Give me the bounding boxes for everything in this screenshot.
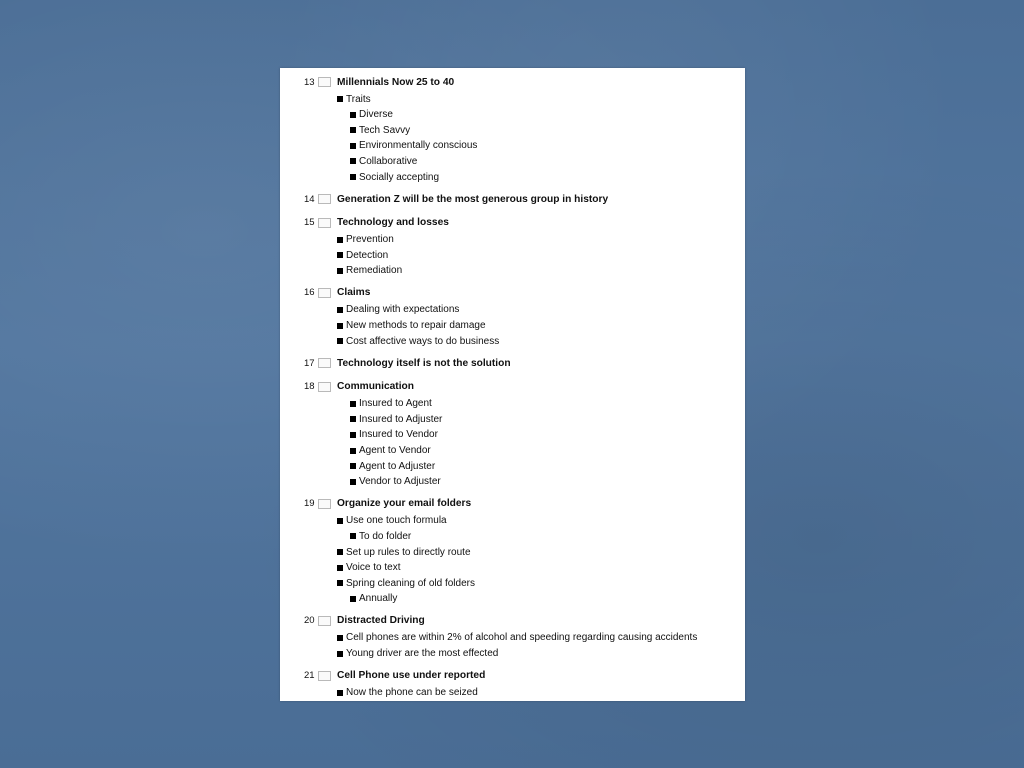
bullet-text: New methods to repair damage: [346, 320, 486, 331]
bullet-text: Agent to Vendor: [359, 445, 431, 456]
bullet-text: Dealing with expectations: [346, 304, 460, 316]
bullet-text: Remediation: [346, 265, 403, 277]
outline-bullet: [350, 169, 439, 185]
square-bullet-icon: [350, 112, 356, 118]
square-bullet-icon: [350, 127, 356, 133]
square-bullet-icon: [337, 323, 343, 329]
slide-number: 20: [304, 615, 315, 627]
square-bullet-icon: [337, 96, 343, 102]
outline-bullet: [337, 333, 499, 349]
slide-thumbnail-icon[interactable]: [318, 218, 331, 228]
slide-title: Distracted Driving: [337, 615, 425, 627]
slide-number: 16: [304, 287, 315, 299]
slide-number: 18: [304, 381, 315, 393]
bullet-text: Insured to Vendor: [359, 429, 438, 441]
square-bullet-icon: [350, 463, 356, 469]
square-bullet-icon: [337, 565, 343, 571]
bullet-text: Young driver are the most effected: [346, 648, 499, 659]
slide-number: 19: [304, 498, 315, 510]
bullet-text: Insured to Adjuster: [359, 413, 443, 425]
square-bullet-icon: [337, 268, 343, 274]
outline-bullet: [337, 560, 400, 576]
outline-bullet: [350, 122, 410, 138]
outline-bullet: [337, 544, 471, 560]
bullet-text: Tech Savvy: [359, 124, 411, 136]
bullet-text: Now the phone can be seized: [346, 687, 478, 699]
slide-number: 17: [304, 357, 315, 369]
slide-title: Communication: [337, 381, 414, 393]
outline-bullet: [337, 646, 498, 662]
outline-bullet: [350, 396, 432, 412]
outline-bullet: [337, 685, 478, 701]
outline-bullet: [337, 232, 394, 248]
bullet-text: Socially accepting: [359, 171, 440, 183]
outline-bullet: [350, 458, 435, 474]
slide-title: Technology and losses: [337, 217, 449, 229]
bullet-text: Diverse: [359, 109, 393, 121]
square-bullet-icon: [350, 174, 356, 180]
outline-bullet: [350, 107, 393, 123]
bullet-text: Cost affective ways to do business: [346, 335, 500, 347]
square-bullet-icon: [350, 401, 356, 407]
bullet-text: Detection: [346, 249, 389, 261]
bullet-text: To do folder: [359, 530, 412, 542]
outline-bullet: [337, 302, 459, 318]
square-bullet-icon: [337, 338, 343, 344]
bullet-text: Spring cleaning of old folders: [346, 577, 475, 589]
bullet-text: Prevention: [346, 234, 394, 246]
bullet-text: Use one touch formula: [346, 515, 447, 527]
bullet-text: Annually: [359, 593, 398, 605]
outline-bullet: [337, 91, 371, 107]
slide-title: Organize your email folders: [337, 498, 472, 510]
outline-bullet: [350, 411, 442, 427]
bullet-text: Vendor to Adjuster: [359, 476, 441, 488]
outline-bullet: [350, 153, 417, 169]
square-bullet-icon: [337, 549, 343, 555]
slide-title: Generation Z will be the most generous group in history: [337, 193, 609, 205]
slide-title: Technology itself is not the solution: [337, 357, 511, 369]
slide-title: Cell Phone use under reported: [337, 670, 486, 682]
slide-title: Millennials Now 25 to 40: [337, 76, 455, 88]
square-bullet-icon: [350, 158, 356, 164]
slide-thumbnail-icon[interactable]: [318, 77, 331, 87]
bullet-text: Agent to Adjuster: [359, 460, 436, 472]
square-bullet-icon: [350, 479, 356, 485]
outline-bullet: [337, 513, 447, 529]
bullet-text: Environmentally conscious: [359, 140, 478, 152]
square-bullet-icon: [337, 580, 343, 586]
square-bullet-icon: [337, 237, 343, 243]
outline-bullet: [337, 630, 697, 646]
bullet-text: Insured to Agent: [359, 398, 432, 410]
outline-bullet: [350, 443, 431, 459]
slide-thumbnail-icon[interactable]: [318, 616, 331, 626]
slide-thumbnail-icon[interactable]: [318, 194, 331, 204]
square-bullet-icon: [350, 143, 356, 149]
outline-page: [280, 68, 745, 701]
outline-bullet: [337, 575, 475, 591]
outline-bullet: [350, 427, 438, 443]
bullet-text: Set up rules to directly route: [346, 546, 471, 558]
outline-bullet: [350, 591, 397, 607]
square-bullet-icon: [337, 307, 343, 313]
bullet-text: Cell phones are within 2% of alcohol and speeding regarding causing accidents: [346, 632, 698, 644]
square-bullet-icon: [350, 596, 356, 602]
outline-bullet: [350, 528, 411, 544]
slide-thumbnail-icon[interactable]: [318, 499, 331, 509]
slide-number: 13: [304, 76, 315, 88]
square-bullet-icon: [337, 690, 343, 696]
outline-bullet: [350, 474, 441, 490]
outline-bullet: [350, 138, 477, 154]
square-bullet-icon: [337, 252, 343, 258]
square-bullet-icon: [337, 635, 343, 641]
slide-thumbnail-icon[interactable]: [318, 671, 331, 681]
square-bullet-icon: [350, 416, 356, 422]
bullet-text: Voice to text: [346, 562, 401, 574]
square-bullet-icon: [337, 651, 343, 657]
bullet-text: Collaborative: [359, 155, 418, 167]
square-bullet-icon: [350, 432, 356, 438]
slide-number: 14: [304, 193, 315, 205]
slide-thumbnail-icon[interactable]: [318, 288, 331, 298]
square-bullet-icon: [350, 448, 356, 454]
square-bullet-icon: [350, 533, 356, 539]
outline-list: [280, 68, 745, 701]
outline-bullet: [337, 247, 388, 263]
outline-bullet: [337, 263, 402, 279]
square-bullet-icon: [337, 518, 343, 524]
slide-thumbnail-icon[interactable]: [318, 358, 331, 368]
bullet-text: Traits: [346, 93, 371, 105]
slide-number: 15: [304, 217, 315, 229]
slide-title: Claims: [337, 287, 371, 299]
slide-number: 21: [304, 670, 315, 682]
outline-bullet: [337, 318, 486, 334]
slide-thumbnail-icon[interactable]: [318, 382, 331, 392]
